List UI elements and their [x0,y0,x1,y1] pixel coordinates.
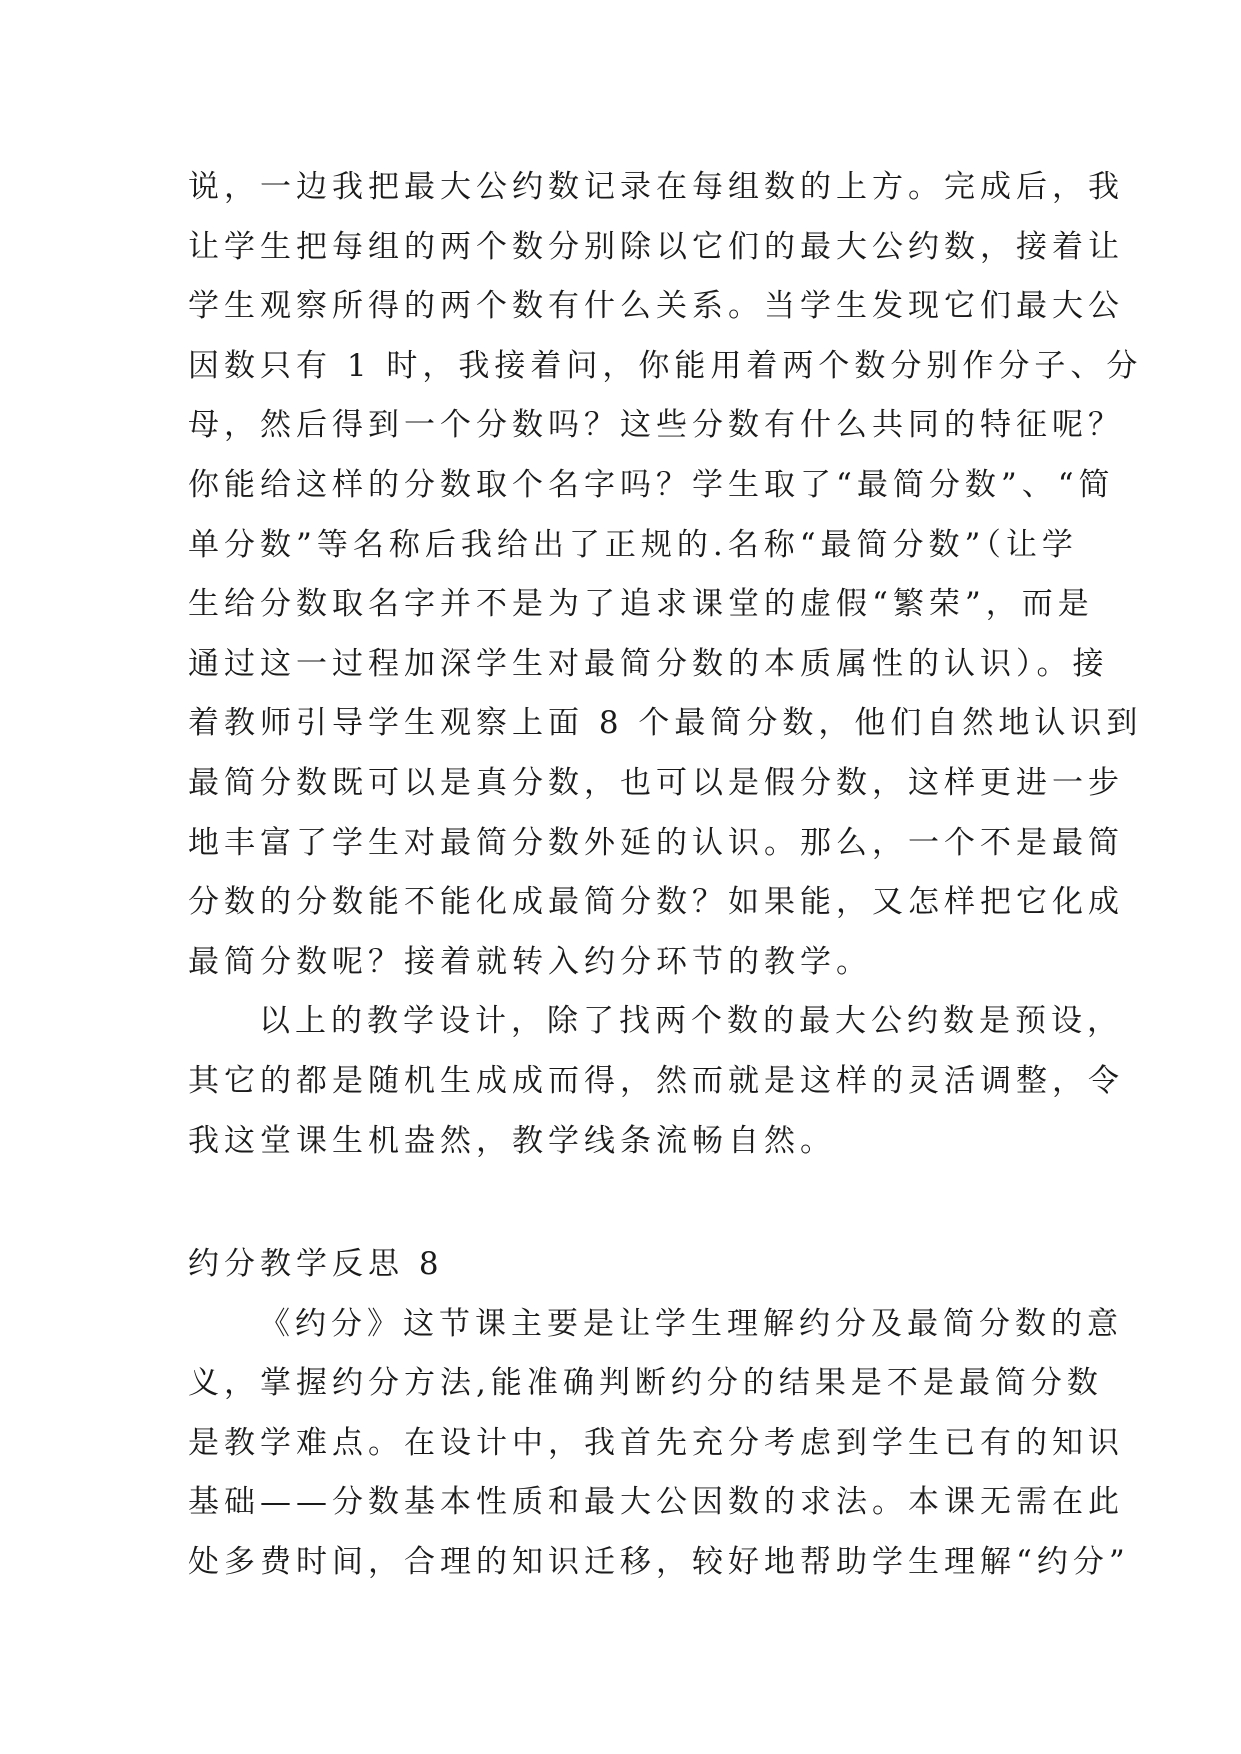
section-gap [188,1171,1080,1235]
text-line: 让学生把每组的两个数分别除以它们的最大公约数，接着让 [188,228,1124,265]
text-line: 通过这一过程加深学生对最简分数的本质属性的认识）。接 [188,645,1109,682]
text-line: 地丰富了学生对最简分数外延的认识。那么，一个不是最简 [188,824,1124,861]
text-line: 处多费时间，合理的知识迁移，较好地帮助学生理解“约分” [188,1544,1130,1581]
text-line: 着教师引导学生观察上面 8 个最简分数，他们自然地认识到 [188,705,1143,742]
text-line: 生给分数取名字并不是为了追求课堂的虚假“繁荣”，而是 [188,586,1094,623]
text-line: 说，一边我把最大公约数记录在每组数的上方。完成后，我 [188,169,1124,205]
text-line: 是教学难点。在设计中，我首先充分考虑到学生已有的知识 [188,1424,1124,1461]
section-heading: 约分教学反思 8 [188,1246,444,1283]
text-line: 单分数”等名称后我给出了正规的.名称“最简分数”（让学 [188,526,1078,563]
paragraph-2 [188,992,1124,1171]
text-line: 以上的教学设计，除了找两个数的最大公约数是预设， [259,1003,1123,1040]
text-line: 最简分数既可以是真分数，也可以是假分数，这样更进一步 [188,764,1124,801]
paragraph-1 [188,158,1143,992]
paragraph-3 [188,1295,1130,1593]
text-line: 你能给这样的分数取个名字吗？学生取了“最简分数”、“简 [188,466,1115,503]
text-line: 基础——分数基本性质和最大公因数的求法。本课无需在此 [188,1484,1124,1521]
text-line: 分数的分数能不能化成最简分数？如果能，又怎样把它化成 [188,884,1124,921]
text-line: 学生观察所得的两个数有什么关系。当学生发现它们最大公 [188,288,1124,325]
text-line: 《约分》这节课主要是让学生理解约分及最简分数的意 [259,1305,1123,1342]
text-line: 母，然后得到一个分数吗？这些分数有什么共同的特征呢？ [188,407,1124,444]
text-line: 我这堂课生机盎然，教学线条流畅自然。 [188,1122,836,1159]
text-line: 义，掌握约分方法,能准确判断约分的结果是不是最简分数 [188,1365,1103,1402]
text-line: 最简分数呢？接着就转入约分环节的教学。 [188,943,872,980]
text-line: 其它的都是随机生成成而得，然而就是这样的灵活调整，令 [188,1062,1124,1099]
text-line: 因数只有 1 时，我接着问，你能用着两个数分别作分子、分 [188,347,1143,384]
body-text [188,158,1143,1593]
